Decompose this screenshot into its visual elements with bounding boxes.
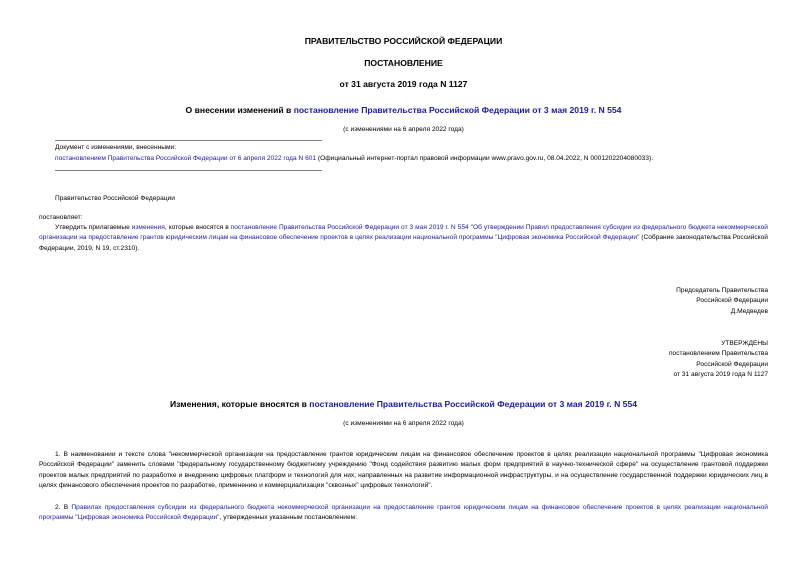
changes-revision-note: (с изменениями на 6 апреля 2022 года) (343, 420, 464, 427)
resolution-text-middle: , которые вносятся в (164, 224, 231, 231)
decides-text: постановляет: (39, 214, 83, 221)
rules-link[interactable]: Правилах предоставления субсидии из федерального бюджета некоммерческой организации на предоставление грантов юридическим лицам на финансовое обеспечение проектов в целях реализации национальной программы "Цифровая экономика Российской Федерации" (39, 504, 768, 522)
amended-act-link[interactable]: постановление Правительства Российской Федерации от 3 мая 2019 г. N 554 (293, 105, 622, 115)
changes-act-link[interactable]: постановление Правительства Российской Федерации от 3 мая 2019 г. N 554 (309, 399, 637, 409)
government-name: Правительство Российской Федерации (55, 195, 175, 202)
signature-country: Российской Федерации (696, 297, 768, 305)
signature-position: Председатель Правительства (676, 287, 768, 294)
approval-stamp (669, 339, 768, 381)
approval-line-4: от 31 августа 2019 года N 1127 (673, 371, 768, 379)
approved-changes-link[interactable]: изменения (131, 224, 165, 231)
document-title-prefix: О внесении изменений в (185, 105, 294, 115)
resolution-554-link[interactable]: постановление Правительства Российской Федерации от 3 мая 2019 г. N 554 "Об утверждении Правил предоставления субсидии из федерального бюджета некоммерческой организации на предоставление грантов юридическим лицам на финансовое обеспечение проектов в целях реализации национальной программы "Цифровая экономика Российской Федерации" (39, 224, 768, 242)
document-type-heading: ПОСТАНОВЛЕНИЕ (364, 58, 443, 68)
document-title (0, 105, 807, 115)
authority-heading: ПРАВИТЕЛЬСТВО РОССИЙСКОЙ ФЕДЕРАЦИИ (304, 36, 503, 46)
changes-box-source: (Официальный интернет-портал правовой информации www.pravo.gov.ru, 08.04.2022, N 0001202204080033). (316, 155, 654, 162)
resolution-text-start: Утвердить прилагаемые (55, 224, 132, 231)
amending-act-link[interactable]: постановлением Правительства Российской Федерации от 6 апреля 2022 года N 601 (55, 155, 317, 162)
change-item-2-start: 2. В (55, 504, 72, 511)
signature-block (676, 286, 768, 317)
approval-line-3: Российской Федерации (696, 360, 768, 368)
change-item-2-end: , утвержденных указанным постановлением: (219, 514, 358, 522)
signature-name: Д.Медведев (730, 307, 768, 315)
changes-box-label: Документ с изменениями, внесенными: (55, 144, 177, 151)
changes-title (0, 399, 807, 409)
approval-heading: УТВЕРЖДЕНЫ (721, 340, 768, 347)
document-date-number: от 31 августа 2019 года N 1127 (339, 79, 468, 89)
change-item-1: 1. В наименовании и тексте слова "некоммерческой организации на предоставление грантов юридическим лицам на финансовое обеспечение проектов в целях реализации национальной программы "Цифровая экономика Российской Федерации" заменить словами "федеральному государственному бюджетному учреждению "Фонд содействия развитию малых форм предприятий в научно-технической сфере" на осуществление грантовой поддержки проектов малых предприятий по разработке и внедрению цифровых платформ и технологий для них, направленных на развитие информационной инфраструктуры, и на осуществление государственной поддержки юридических лиц в целях финансового обеспечения проектов по разработке, применению и коммерциализации "сквозных" цифровых технологий". (39, 451, 768, 490)
resolution-text-end: (Собрание законодательства Российской Федерации, 2019, N 19, ст.2310). (39, 234, 768, 252)
change-item-2 (39, 503, 768, 524)
revision-note: (с изменениями на 6 апреля 2022 года) (343, 126, 464, 133)
changes-title-prefix: Изменения, которые вносятся в (169, 399, 310, 409)
changes-box-bottom-rule (55, 170, 322, 171)
resolution-paragraph (39, 223, 768, 254)
approval-line-2: постановлением Правительства (668, 350, 768, 358)
changes-box-top-rule (55, 140, 322, 141)
changes-box-entry (55, 154, 775, 164)
